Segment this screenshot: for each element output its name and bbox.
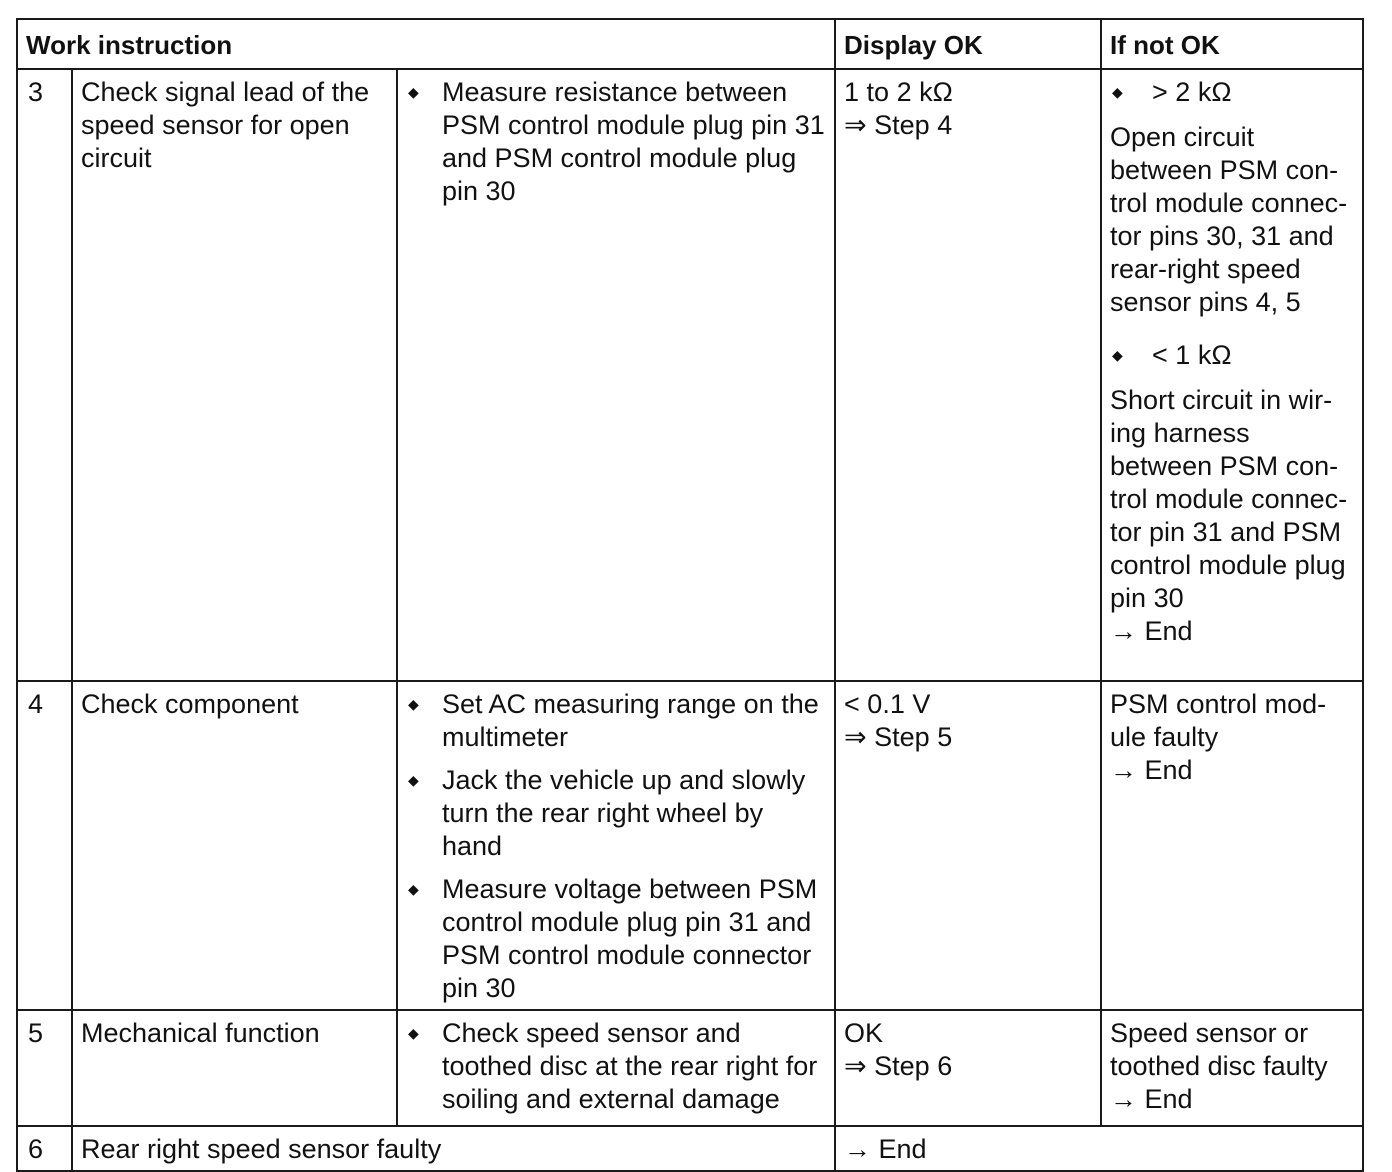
display-ok-value: 1 to 2 kΩ <box>844 77 953 107</box>
instructions-cell <box>397 681 835 1010</box>
display-ok-next-step: ⇒ Step 6 <box>844 1051 953 1081</box>
display-ok-value: OK <box>844 1018 884 1048</box>
instruction-item: ◆ Set AC measuring range on the multimeter <box>408 689 819 752</box>
end-marker: → End <box>1110 1084 1193 1114</box>
instruction-item: ◆ Measure resistance between PSM control module plug pin 31 and PSM control module plug pin 30 <box>408 77 825 206</box>
task-cell: Check signal lead of the speed sensor for open circuit <box>72 69 397 681</box>
step-number: 6 <box>17 1126 72 1171</box>
table-row-step-3 <box>17 69 1363 681</box>
table-row-step-4 <box>17 681 1363 1010</box>
task-cell: Rear right speed sensor faulty <box>72 1126 835 1171</box>
diamond-bullet-icon: ◆ <box>408 1025 419 1041</box>
display-ok-value: < 0.1 V <box>844 689 931 719</box>
diamond-bullet-icon: ◆ <box>408 772 419 788</box>
header-work-instruction: Work instruction <box>17 19 835 69</box>
if-not-ok-cell <box>1101 1010 1363 1126</box>
fault-description: PSM control mod-ule faulty <box>1110 689 1327 752</box>
diamond-bullet-icon: ◆ <box>408 696 419 712</box>
display-ok-cell <box>835 69 1101 681</box>
header-display-ok: Display OK <box>835 19 1101 69</box>
fault-description: Open circuit between PSM con-trol module connec-tor pins 30, 31 and rear-right speed sensor pins 4, 5 <box>1110 122 1348 317</box>
header-if-not-ok: If not OK <box>1101 19 1363 69</box>
fault-description: Speed sensor or toothed disc faulty <box>1110 1018 1328 1081</box>
display-ok-next-step: ⇒ Step 4 <box>844 110 953 140</box>
end-marker: → End <box>1110 755 1193 785</box>
condition-item: ◆ > 2 kΩ <box>1112 77 1232 107</box>
end-marker: → End <box>1110 616 1193 646</box>
condition-item: ◆ < 1 kΩ <box>1112 340 1232 370</box>
diamond-bullet-icon: ◆ <box>408 84 419 100</box>
diamond-bullet-icon: ◆ <box>1112 84 1123 100</box>
instruction-item: ◆ Check speed sensor and toothed disc at the rear right for soiling and external damage <box>408 1018 818 1114</box>
diamond-bullet-icon: ◆ <box>408 881 419 897</box>
header-row <box>17 19 1363 69</box>
display-ok-cell <box>835 1010 1101 1126</box>
step-number: 5 <box>17 1010 72 1126</box>
task-cell: Check component <box>72 681 397 1010</box>
if-not-ok-cell <box>1101 681 1363 1010</box>
step-number: 3 <box>17 69 72 681</box>
display-ok-cell <box>835 681 1101 1010</box>
instructions-cell <box>397 69 835 681</box>
table-row-step-6 <box>17 1126 1363 1171</box>
if-not-ok-cell <box>1101 69 1363 681</box>
fault-description: Short circuit in wir-ing harness between PSM con-trol module connec-tor pin 31 and PSM control module plug pin 30 <box>1110 385 1348 613</box>
instruction-item: ◆ Measure voltage between PSM control module plug pin 31 and PSM control module connector pin 30 <box>408 874 818 1003</box>
instructions-cell <box>397 1010 835 1126</box>
step-number: 4 <box>17 681 72 1010</box>
diamond-bullet-icon: ◆ <box>1112 347 1123 363</box>
work-instruction-table <box>16 18 1364 1172</box>
display-ok-next-step: ⇒ Step 5 <box>844 722 953 752</box>
task-cell: Mechanical function <box>72 1010 397 1126</box>
instruction-item: ◆ Jack the vehicle up and slowly turn the rear right wheel by hand <box>408 765 806 861</box>
table-row-step-5 <box>17 1010 1363 1126</box>
result-cell: → End <box>835 1126 1363 1171</box>
